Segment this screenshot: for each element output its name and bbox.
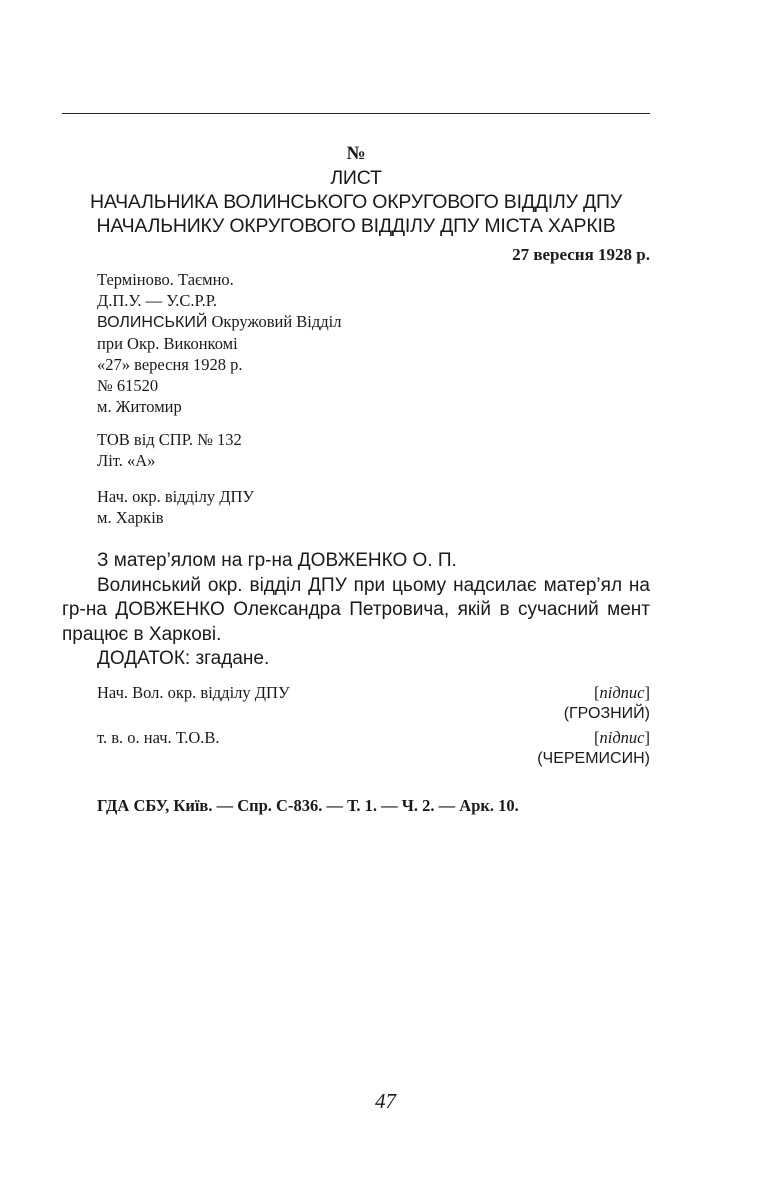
top-divider: [62, 113, 650, 114]
signature-block-1: [97, 682, 650, 724]
urgency-line: Терміново. Таємно.: [97, 270, 234, 289]
department-line: [97, 311, 341, 333]
signatory-title-2: т. в. о. нач. Т.О.В.: [97, 728, 220, 747]
letter-date-line: «27» вересня 1928 р.: [97, 355, 243, 374]
signatory-name-1: (ГРОЗНИЙ): [563, 705, 650, 722]
number-sign: №: [346, 143, 366, 164]
executive-line: при Окр. Виконкомі: [97, 334, 238, 353]
letter-body: [62, 549, 650, 672]
addressee-city: м. Харків: [97, 508, 164, 527]
letterhead-block: [97, 269, 341, 417]
signatory-name-2: (ЧЕРЕМИСИН): [537, 750, 650, 767]
letter-number-line: № 61520: [97, 376, 159, 395]
city-line: м. Житомир: [97, 397, 182, 416]
body-paragraph: Волинський окр. відділ ДПУ при цьому надсилає матер’ял на гр-на ДОВЖЕНКО Олександра Петровича, якій в сучасний мент працює в Харкові.: [62, 574, 650, 645]
department-caps: ВОЛИНСЬКИЙ: [97, 314, 208, 331]
signature-mark-2: [підпис]: [593, 728, 650, 747]
page-number: 47: [375, 1089, 396, 1113]
subject-line: З матер’ялом на гр-на ДОВЖЕНКО О. П.: [97, 550, 457, 571]
document-type: ЛИСТ: [330, 167, 382, 189]
document-heading: [62, 142, 650, 238]
document-date: 27 вересня 1928 р.: [512, 245, 650, 264]
addressee-block: [97, 486, 254, 528]
agency-line: Д.П.У. — У.С.Р.Р.: [97, 291, 218, 310]
letter-code: Літ. «А»: [97, 451, 156, 470]
department-rest: Окружовий Відділ: [207, 312, 342, 331]
case-reference: ТОВ від СПР. № 132: [97, 430, 242, 449]
heading-line-1: НАЧАЛЬНИКА ВОЛИНСЬКОГО ОКРУГОВОГО ВІДДІЛУ ДПУ: [89, 191, 623, 213]
signatory-title-1: Нач. Вол. окр. відділу ДПУ: [97, 683, 290, 702]
signature-block-2: [97, 727, 650, 769]
addressee-title: Нач. окр. відділу ДПУ: [97, 487, 255, 506]
signature-mark-1: [підпис]: [593, 683, 650, 702]
attachment-line: ДОДАТОК: згадане.: [97, 648, 270, 669]
heading-line-2: НАЧАЛЬНИКУ ОКРУГОВОГО ВІДДІЛУ ДПУ МІСТА ХАРКІВ: [96, 215, 616, 237]
archive-reference: ГДА СБУ, Київ. — Спр. С-836. — Т. 1. — Ч. 2. — Арк. 10.: [97, 796, 519, 815]
reference-block: [97, 429, 242, 471]
